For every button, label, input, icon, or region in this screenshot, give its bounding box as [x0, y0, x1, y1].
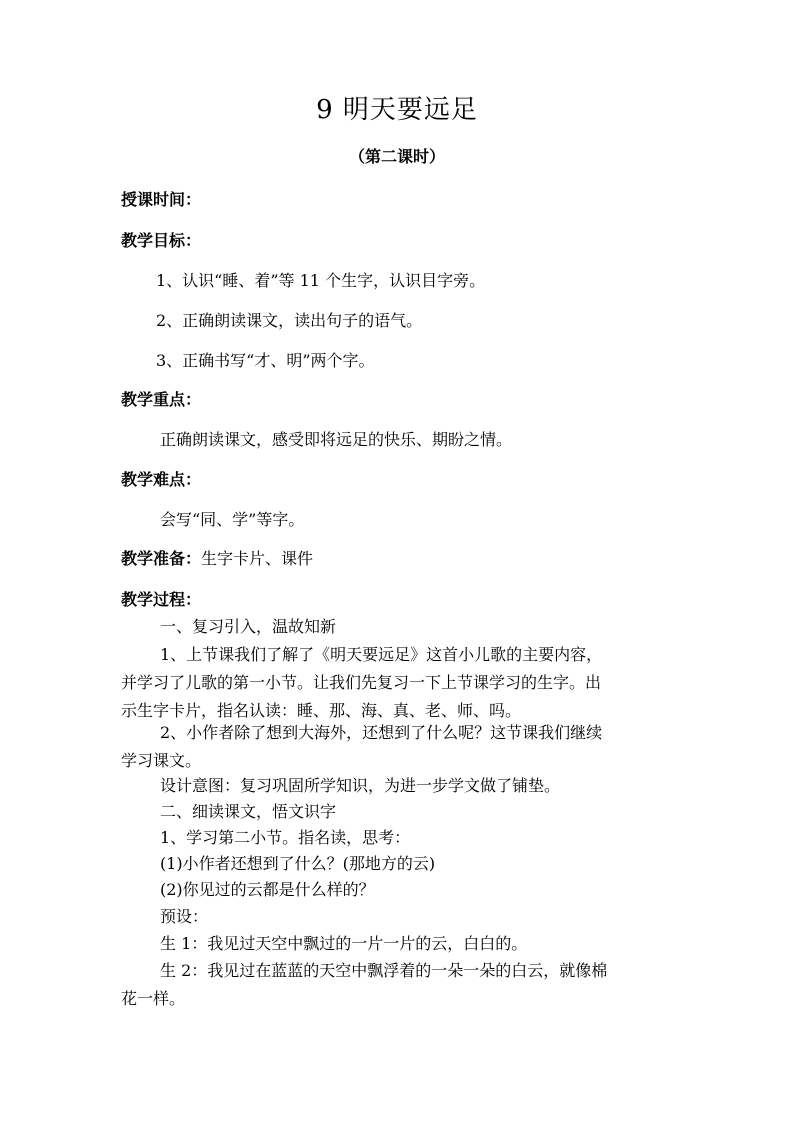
process-line: 1、学习第二小节。指名读，思考： — [160, 828, 411, 847]
process-line: 花一样。 — [121, 989, 186, 1008]
teaching-prep-line — [121, 546, 681, 572]
process-line: 并学习了儿歌的第一小节。让我们先复习一下上节课学习的生字。出 — [121, 673, 602, 692]
lesson-subtitle: （第二课时） — [348, 147, 445, 166]
teaching-prep-label: 教学准备： — [121, 549, 202, 568]
teaching-focus-text: 正确朗读课文，感受即将远足的快乐、期盼之情。 — [160, 430, 513, 449]
teaching-goals-label: 教学目标： — [121, 231, 202, 250]
process-line: 二、细读课文，悟文识字 — [160, 802, 337, 821]
process-line: 生 2：我见过在蓝蓝的天空中飘浮着的一朵一朵的白云，就像棉 — [160, 961, 608, 980]
lesson-title: 9 明天要远足 — [316, 95, 478, 125]
goal-item-3: 3、正确书写“才、明”两个字。 — [156, 351, 375, 370]
teaching-difficulty-label: 教学难点： — [121, 470, 202, 489]
goal-item-2: 2、正确朗读课文，读出句子的语气。 — [156, 311, 423, 330]
teaching-time-label: 授课时间： — [121, 190, 202, 209]
teaching-difficulty-text: 会写“同、学”等字。 — [160, 510, 305, 529]
process-line: 学习课文。 — [121, 751, 202, 770]
process-line: (2)你见过的云都是什么样的？ — [160, 880, 375, 899]
process-line: (1)小作者还想到了什么？(那地方的云) — [160, 854, 436, 873]
process-line: 2、小作者除了想到大海外，还想到了什么呢？这节课我们继续 — [160, 723, 603, 742]
teaching-prep-text: 生字卡片、课件 — [201, 549, 314, 568]
process-line: 预设： — [160, 907, 209, 926]
process-line: 生 1：我见过天空中飘过的一片一片的云，白白的。 — [160, 934, 528, 953]
teaching-process-label: 教学过程： — [121, 590, 202, 609]
teaching-focus-label: 教学重点： — [121, 390, 202, 409]
goal-item-1: 1、认识“睡、着”等 11 个生字，认识目字旁。 — [156, 271, 486, 290]
process-line: 一、复习引入，温故知新 — [160, 617, 337, 636]
process-line: 设计意图：复习巩固所学知识，为进一步学文做了铺垫。 — [160, 776, 561, 795]
process-line: 示生字卡片，指名认读：睡、那、海、真、老、师、吗。 — [121, 701, 522, 720]
process-line: 1、上节课我们了解了《明天要远足》这首小儿歌的主要内容， — [160, 645, 603, 664]
